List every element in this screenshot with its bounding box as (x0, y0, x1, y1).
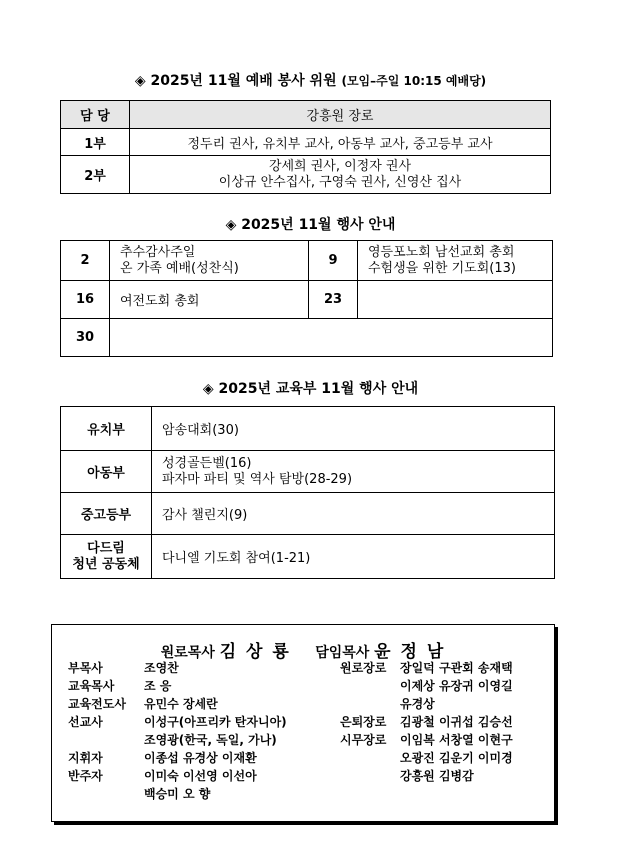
edu-row (61, 493, 555, 535)
staff-row: 교육전도사 유민수 장세란 (68, 697, 218, 711)
event-desc (358, 281, 553, 319)
edu-desc: 다니엘 기도회 참여(1-21) (152, 535, 555, 579)
staff-head: 원로목사 김 상 룡 담임목사 윤 정 남 (160, 642, 446, 662)
edu-dept: 중고등부 (61, 493, 152, 535)
events-row (61, 241, 553, 281)
staff-row: 은퇴장로 김광철 이귀섭 김승선 (340, 715, 513, 729)
serve-row-value: 강세희 권사, 이정자 권사 이상규 안수집사, 구영숙 권사, 신영산 집사 (130, 156, 551, 194)
edu-dept: 유치부 (61, 407, 152, 451)
edu-title: ◈ 2025년 교육부 11월 행사 안내 (202, 381, 419, 397)
staff-row: 조영광(한국, 독일, 가나) (144, 733, 277, 747)
events-row (61, 281, 553, 319)
staff-row: 유경상 (400, 697, 435, 711)
edu-dept: 아동부 (61, 451, 152, 493)
staff-row: 오광진 김운기 이미경 (400, 751, 513, 765)
staff-row: 시무장로 이임복 서창열 이현구 (340, 733, 513, 747)
edu-row (61, 451, 555, 493)
events-table (60, 240, 553, 357)
serve-row (61, 129, 551, 156)
staff-row: 원로장로 장일덕 구관회 송재택 (340, 661, 513, 675)
staff-box (51, 624, 555, 822)
edu-desc: 성경골든벨(16) 파자마 파티 및 역사 탐방(28-29) (152, 451, 555, 493)
event-date: 30 (61, 319, 110, 357)
edu-desc: 암송대회(30) (152, 407, 555, 451)
edu-row (61, 407, 555, 451)
staff-row: 강흥원 김병감 (400, 769, 474, 783)
event-desc: 영등포노회 남선교회 총회 수험생을 위한 기도회(13) (358, 241, 553, 281)
serve-table (60, 100, 551, 194)
serve-title: ◈ 2025년 11월 예배 봉사 위원 (모임–주일 10:15 예배당) (134, 73, 487, 89)
serve-header-value: 강흥원 장로 (130, 101, 551, 129)
edu-dept: 다드림 청년 공동체 (61, 535, 152, 579)
staff-row: 부목사 조영찬 (68, 661, 179, 675)
staff-row: 교육목사 조 응 (68, 679, 172, 693)
serve-row-label: 1부 (61, 129, 130, 156)
serve-header-label: 담 당 (61, 101, 130, 129)
staff-row: 지휘자 이종섭 유경상 이재환 (68, 751, 257, 765)
staff-row: 이제상 유장귀 이영길 (400, 679, 513, 693)
staff-row: 백승미 오 향 (144, 787, 211, 801)
staff-row: 반주자 이미숙 이선영 이선아 (68, 769, 257, 783)
serve-row-value: 정두리 권사, 유치부 교사, 아동부 교사, 중고등부 교사 (130, 129, 551, 156)
event-desc: 추수감사주일 온 가족 예배(성찬식) (110, 241, 309, 281)
event-desc (110, 319, 553, 357)
staff-row: 선교사 이성구(아프리카 탄자니아) (68, 715, 287, 729)
serve-row-label: 2부 (61, 156, 130, 194)
edu-desc: 감사 챌린지(9) (152, 493, 555, 535)
edu-row (61, 535, 555, 579)
serve-row (61, 156, 551, 194)
event-date: 2 (61, 241, 110, 281)
events-row (61, 319, 553, 357)
event-date: 9 (309, 241, 358, 281)
event-date: 16 (61, 281, 110, 319)
event-desc: 여전도회 총회 (110, 281, 309, 319)
events-title: ◈ 2025년 11월 행사 안내 (225, 217, 396, 233)
edu-table (60, 406, 555, 579)
event-date: 23 (309, 281, 358, 319)
